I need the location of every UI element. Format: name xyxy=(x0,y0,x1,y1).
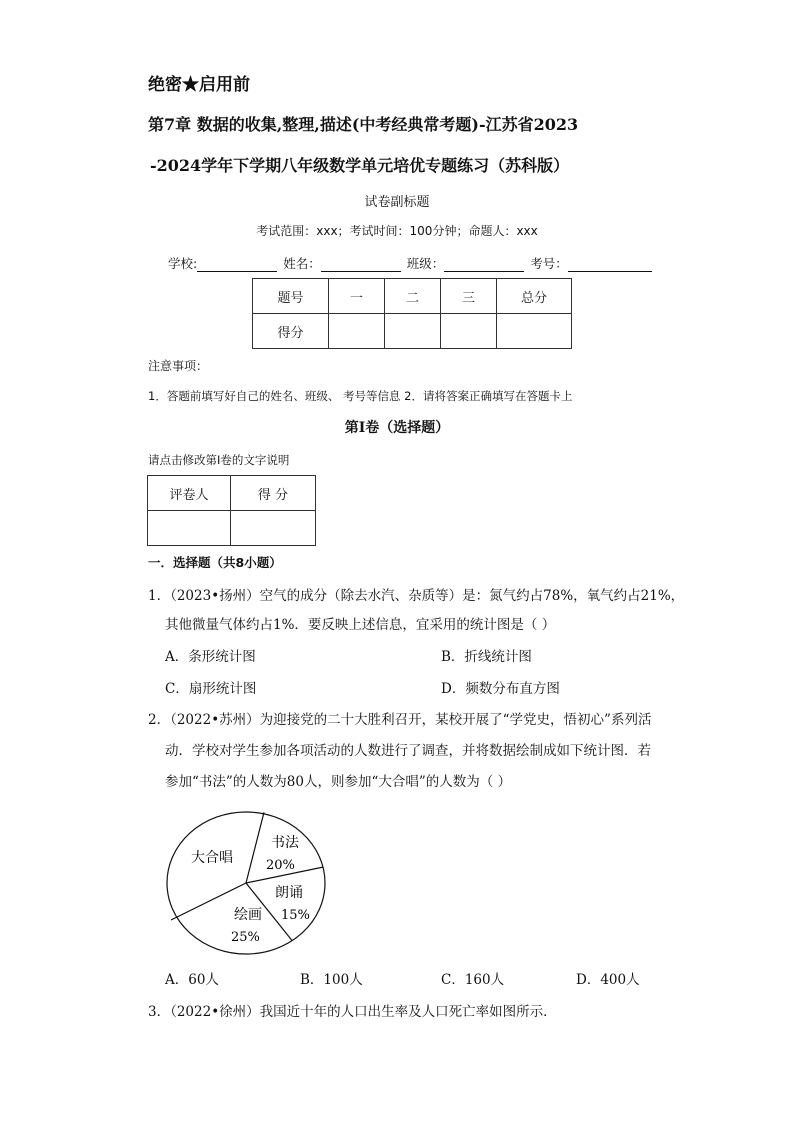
student-info-row xyxy=(168,254,654,272)
pie-divider xyxy=(246,812,264,883)
secret-label: 绝密★启用前 xyxy=(148,75,250,95)
number-blank[interactable] xyxy=(568,257,652,272)
subtitle: 试卷副标题 xyxy=(364,195,430,210)
pie-svg xyxy=(165,810,327,956)
pie-pct-calligraphy: 20% xyxy=(266,858,295,873)
q2-option-a[interactable]: A．60人 xyxy=(165,972,219,988)
score-cell[interactable] xyxy=(329,314,385,349)
section-title: 一．选择题（共8小题） xyxy=(148,555,282,570)
question-3-line-1: 3．（2022•徐州）我国近十年的人口出生率及人口死亡率如图所示． xyxy=(148,1004,557,1020)
reviewer-table xyxy=(147,475,316,546)
school-label: 学校: xyxy=(168,256,198,271)
score-header-cell: 总分 xyxy=(497,279,572,314)
class-label: 班级： xyxy=(406,256,445,271)
q2-option-d[interactable]: D．400人 xyxy=(576,972,640,988)
pie-label-calligraphy: 书法 xyxy=(271,835,299,851)
pie-label-recitation: 朗诵 xyxy=(275,885,303,901)
q1-option-b[interactable]: B．折线统计图 xyxy=(441,649,532,665)
question-2-line-2: 动．学校对学生参加各项活动的人数进行了调查，并将数据绘制成如下统计图．若 xyxy=(165,743,651,759)
notice-text: 1．答题前填写好自己的姓名、班级、 考号等信息 2．请将答案正确填写在答题卡上 xyxy=(148,389,573,403)
question-1-line-2: 其他微量气体约占1%．要反映上述信息，宜采用的统计图是（ ） xyxy=(165,617,556,633)
volume-title: 第Ⅰ卷（选择题） xyxy=(344,420,450,436)
name-label: 姓名： xyxy=(283,256,321,271)
exam-info: 考试范围：xxx；考试时间：100分钟；命题人：xxx xyxy=(256,224,538,238)
q1-option-c[interactable]: C．扇形统计图 xyxy=(165,681,257,697)
notice-title: 注意事项： xyxy=(148,359,209,373)
score-cell[interactable] xyxy=(497,314,572,349)
q1-option-a[interactable]: A．条形统计图 xyxy=(165,649,256,665)
pie-pct-recitation: 15% xyxy=(281,908,310,923)
score-row-label: 得分 xyxy=(253,314,329,349)
q2-option-b[interactable]: B．100人 xyxy=(300,972,363,988)
reviewer-cell[interactable] xyxy=(148,511,231,546)
activity-pie-chart xyxy=(165,810,327,956)
class-blank[interactable] xyxy=(444,257,524,272)
score-cell[interactable] xyxy=(385,314,441,349)
question-2-line-1: 2．（2022•苏州）为迎接党的二十大胜利召开，某校开展了“学党史，悟初心”系列活 xyxy=(148,712,652,728)
reviewer-score-cell[interactable] xyxy=(231,511,316,546)
q1-option-d[interactable]: D．频数分布直方图 xyxy=(441,681,560,697)
score-header-cell: 一 xyxy=(329,279,385,314)
question-1-line-1: 1．（2023•扬州）空气的成分（除去水汽、杂质等）是：氮气约占78%，氧气约占21%， xyxy=(148,588,685,604)
pie-label-chorus: 大合唱 xyxy=(191,850,233,866)
school-blank[interactable] xyxy=(197,257,277,272)
score-cell[interactable] xyxy=(441,314,497,349)
score-header-cell: 二 xyxy=(385,279,441,314)
score-table xyxy=(252,278,572,349)
pie-label-painting: 绘画 xyxy=(234,907,262,923)
pie-pct-painting: 25% xyxy=(231,930,260,945)
reviewer-label: 评卷人 xyxy=(148,476,231,511)
title-line-2: -2024学年下学期八年级数学单元培优专题练习（苏科版） xyxy=(150,156,570,175)
reviewer-score-label: 得 分 xyxy=(231,476,316,511)
q2-option-c[interactable]: C．160人 xyxy=(441,972,505,988)
question-2-line-3: 参加“书法”的人数为80人，则参加“大合唱”的人数为（ ） xyxy=(165,774,512,790)
name-blank[interactable] xyxy=(321,257,401,272)
score-header-cell: 题号 xyxy=(253,279,329,314)
number-label: 考号： xyxy=(530,256,568,271)
volume-note: 请点击修改第Ⅰ卷的文字说明 xyxy=(148,453,290,467)
title-line-1: 第7章 数据的收集,整理,描述(中考经典常考题)-江苏省2023 xyxy=(148,115,579,134)
score-header-cell: 三 xyxy=(441,279,497,314)
